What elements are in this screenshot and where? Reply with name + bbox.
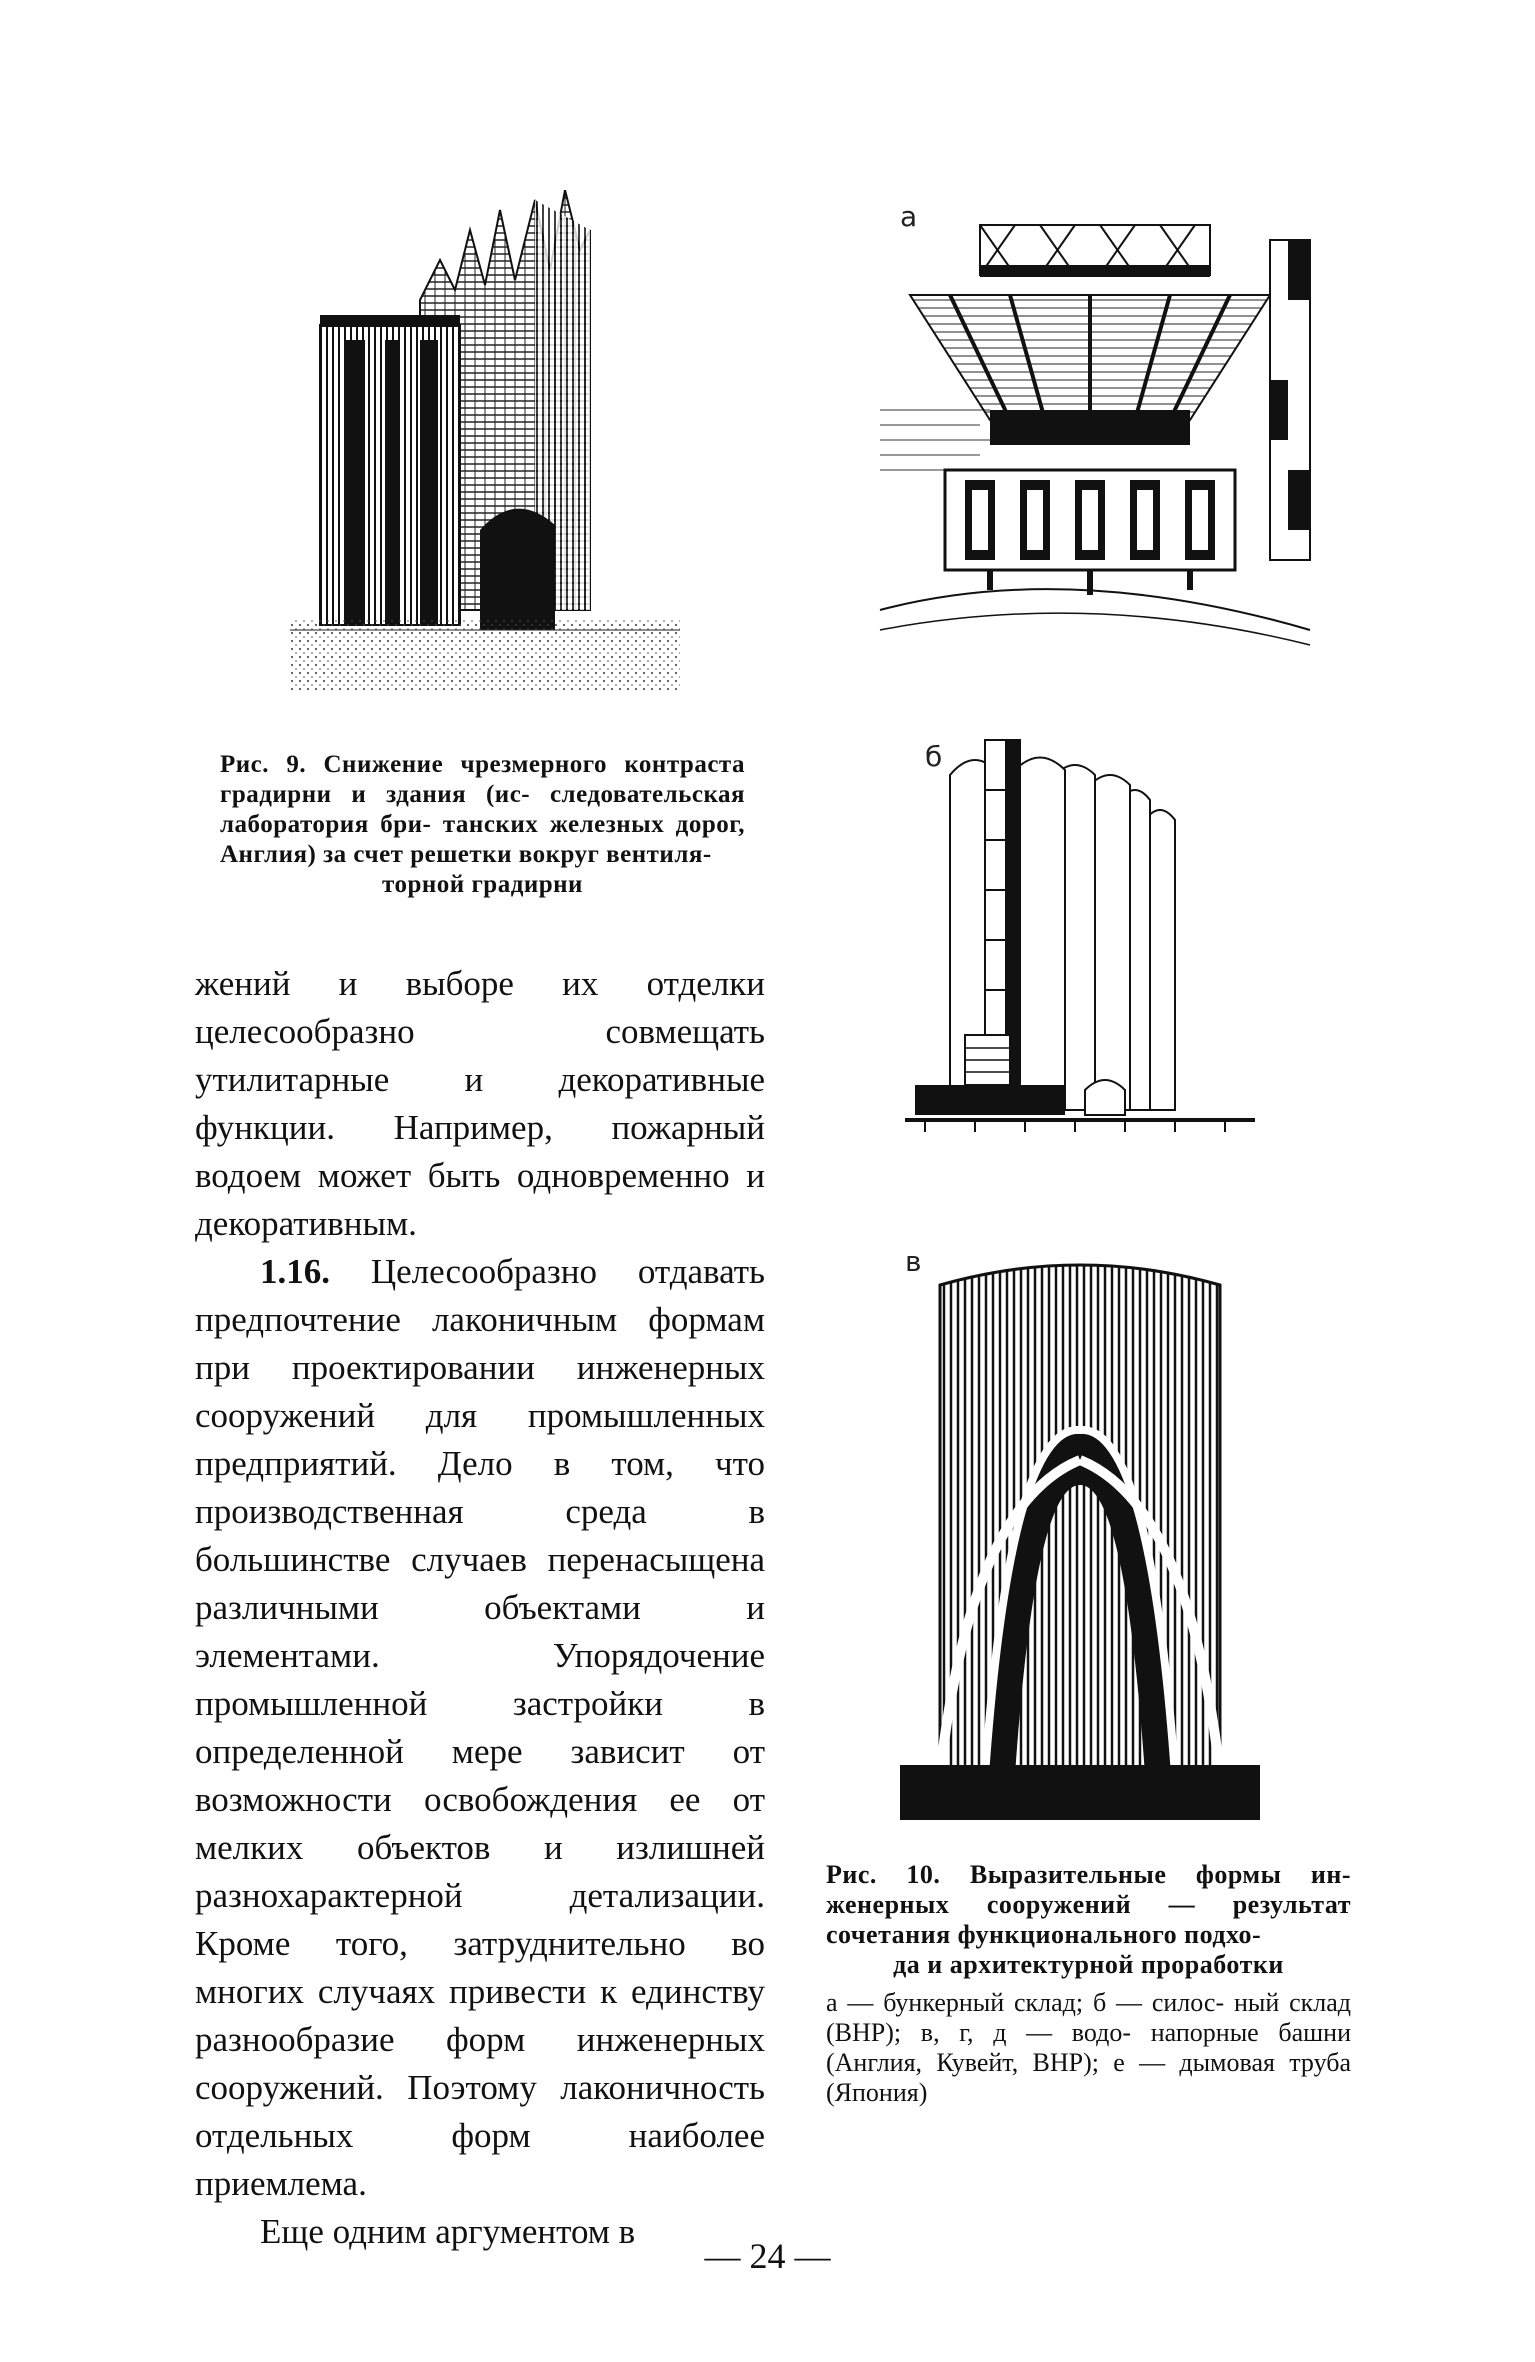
legend-line: а — бункерный склад; б — силос- <box>826 1988 1225 2017</box>
caption-line: следовательская лаборатория бри- <box>220 781 745 838</box>
figure-10v-label: в <box>905 1245 922 1278</box>
legend-line: ВНР); е — дымовая труба (Япония) <box>826 2048 1351 2107</box>
caption-line: за счет решетки вокруг вентиля- <box>323 841 712 868</box>
figure-10a-illustration <box>870 210 1320 650</box>
caption-line: торной градирни <box>382 871 583 898</box>
figure-10-caption <box>826 1860 1351 1980</box>
caption-line: танских железных дорог, Англия) <box>220 811 746 868</box>
paragraph-text: Целесообразно отдавать предпочтение лаконичным формам при проектировании инженерных сооружений для промышленных предприятий. Дело в том, что производственная среда в большинстве случаев перенасыщена различными объектами и элементами. Упорядочение промышленной застройки в определенной мере зависит от возможности освобождения ее от мелких объектов и излишней разнохарактерной детализации. Кроме того, затруднительно во многих случаях привести к единству разнообразие форм инженерных сооружений. Поэтому лаконичность отдельных форм наиболее приемлема. <box>195 1252 765 2203</box>
figure-10-legend <box>826 1988 1351 2108</box>
figure-10b-illustration <box>905 730 1265 1170</box>
caption-line: контраста градирни и здания (ис- <box>220 751 746 808</box>
figure-9-caption <box>220 750 745 900</box>
paragraph: жений и выборе их отделки целесообразно совмещать утилитарные и декоративные функции. Например, пожарный водоем может быть одновременно и декоративным. <box>195 964 765 1243</box>
caption-line: Рис. 9. Снижение чрезмерного <box>220 751 607 778</box>
figure-10v-illustration <box>900 1245 1260 1825</box>
caption-line: да и архитектурной проработки <box>893 1950 1284 1979</box>
caption-line: Рис. 10. Выразительные формы ин- <box>826 1860 1351 1889</box>
figure-9-illustration <box>290 190 680 720</box>
page-number: — 24 — <box>704 2236 831 2276</box>
figure-10b-label: б <box>925 740 943 773</box>
paragraph: Еще одним аргументом в <box>260 2212 636 2251</box>
figure-10a-label: а <box>900 200 918 233</box>
legend-line: ный склад (ВНР); в, г, д — водо- <box>826 1988 1351 2047</box>
section-number: 1.16. <box>260 1252 330 1291</box>
legend-line: напорные башни (Англия, Кувейт, <box>826 2018 1352 2077</box>
body-text <box>195 960 765 2256</box>
caption-line: сочетания функционального подхо- <box>826 1920 1262 1949</box>
paragraph-1-16 <box>195 1248 765 2208</box>
caption-line: женерных сооружений — результат <box>826 1890 1351 1919</box>
